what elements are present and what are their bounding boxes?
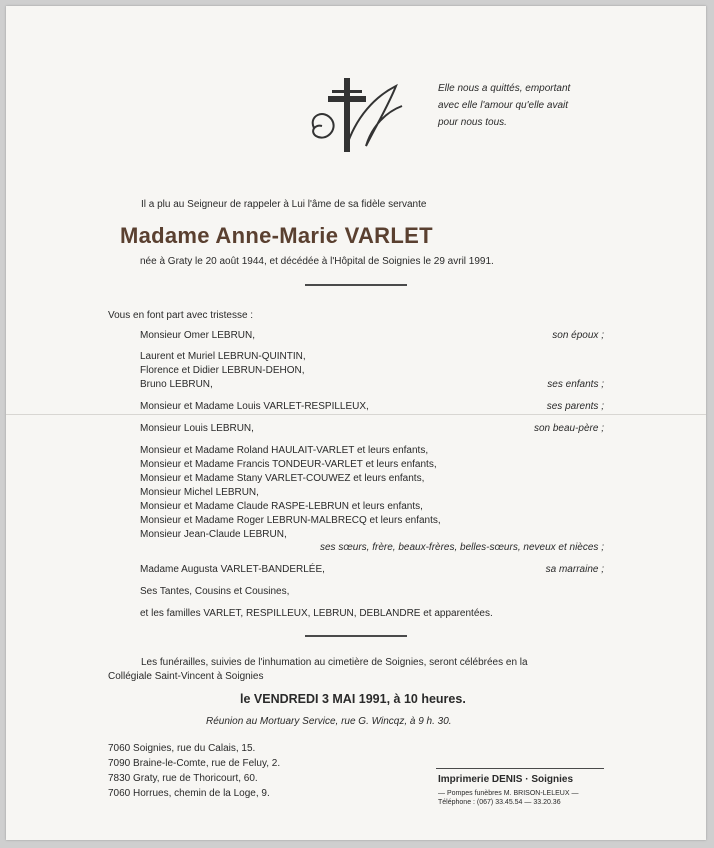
family-name: Bruno LEBRUN,	[140, 379, 213, 390]
printer-phone: Téléphone : (067) 33.45.54 — 33.20.36	[438, 799, 561, 806]
family-relation: son beau-père ;	[533, 423, 604, 434]
fold-line	[6, 414, 706, 415]
family-name: Florence et Didier LEBRUN-DEHON,	[140, 365, 305, 376]
family-name: Monsieur Michel LEBRUN,	[140, 487, 259, 498]
intro-text: Il a plu au Seigneur de rappeler à Lui l'âme de sa fidèle servante	[141, 199, 427, 210]
cross-monogram-emblem	[306, 76, 410, 156]
printer-name: Imprimerie DENIS · Soignies	[438, 774, 574, 785]
family-name: Monsieur et Madame Francis TONDEUR-VARLET et leurs enfants,	[140, 459, 437, 470]
deceased-name: Madame Anne-Marie VARLET	[120, 223, 433, 248]
families-text: et les familles VARLET, RESPILLEUX, LEBRUN, DEBLANDRE et apparentées.	[140, 608, 493, 619]
address-line: 7830 Graty, rue de Thoricourt, 60.	[108, 773, 258, 784]
family-relation: son époux ;	[552, 330, 604, 341]
funeral-date: le VENDREDI 3 MAI 1991, à 10 heures.	[240, 692, 466, 706]
family-relation: ses enfants ;	[547, 379, 604, 390]
announce-text: Vous en font part avec tristesse :	[108, 310, 254, 321]
family-name: Monsieur et Madame Claude RASPE-LEBRUN et leurs enfants,	[140, 501, 423, 512]
quote-line: Elle nous a quittés, emportant	[438, 83, 571, 94]
printer-line: — Pompes funèbres M. BRISON-LELEUX —	[438, 790, 579, 797]
divider	[305, 284, 407, 286]
funeral-text: Collégiale Saint-Vincent à Soignies	[108, 671, 264, 682]
quote-line: pour nous tous.	[438, 117, 507, 128]
meeting-text: Réunion au Mortuary Service, rue G. Wincqz, à 9 h. 30.	[206, 716, 452, 727]
address-line: 7060 Soignies, rue du Calais, 15.	[108, 743, 256, 754]
family-relation: ses parents ;	[546, 401, 604, 412]
family-name: Monsieur Omer LEBRUN,	[140, 330, 256, 341]
aunts-text: Ses Tantes, Cousins et Cousines,	[140, 586, 290, 597]
family-name: Monsieur et Madame Stany VARLET-COUWEZ et leurs enfants,	[140, 473, 425, 484]
address-line: 7060 Horrues, chemin de la Loge, 9.	[108, 788, 270, 799]
family-name: Monsieur et Madame Louis VARLET-RESPILLEUX,	[140, 401, 369, 412]
family-name: Monsieur et Madame Roger LEBRUN-MALBRECQ et leurs enfants,	[140, 515, 441, 526]
family-name: Monsieur Jean-Claude LEBRUN,	[140, 529, 287, 540]
family-relation: sa marraine ;	[545, 564, 604, 575]
family-name: Monsieur et Madame Roland HAULAIT-VARLET et leurs enfants,	[140, 445, 429, 456]
divider	[305, 635, 407, 637]
address-line: 7090 Braine-le-Comte, rue de Feluy, 2.	[108, 758, 281, 769]
funeral-text: Les funérailles, suivies de l'inhumation au cimetière de Soignies, seront célébrées en la	[141, 657, 528, 668]
quote-line: avec elle l'amour qu'elle avait	[438, 100, 568, 111]
family-name: Laurent et Muriel LEBRUN-QUINTIN,	[140, 351, 306, 362]
birth-death-text: née à Graty le 20 août 1944, et décédée à l'Hôpital de Soignies le 29 avril 1991.	[140, 256, 494, 267]
family-name: Madame Augusta VARLET-BANDERLÉE,	[140, 564, 325, 575]
divider	[436, 768, 604, 769]
family-name: Monsieur Louis LEBRUN,	[140, 423, 254, 434]
family-relation: ses sœurs, frère, beaux-frères, belles-sœurs, neveux et nièces ;	[320, 542, 604, 553]
